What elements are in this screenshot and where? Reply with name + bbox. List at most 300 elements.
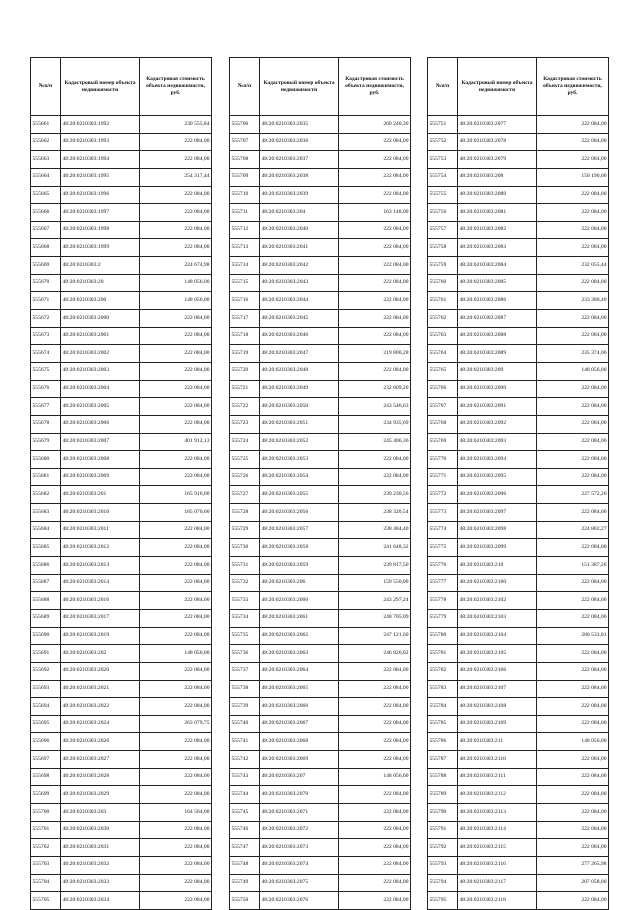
row-number: 555672 — [31, 310, 61, 328]
row-number: 555698 — [31, 768, 61, 786]
row-number: 555762 — [428, 310, 458, 328]
row-number: 555779 — [428, 609, 458, 627]
cadastral-value: 219 800,28 — [339, 345, 411, 363]
table-row — [230, 627, 411, 645]
table-row — [428, 856, 609, 874]
cadastral-value: 222 084,00 — [537, 504, 609, 522]
cadastral-value: 222 084,00 — [339, 874, 411, 892]
table-row — [31, 698, 212, 716]
cadastral-number: 48:20:0210303:2065 — [260, 680, 339, 698]
table-row — [31, 609, 212, 627]
cadastral-value: 222 084,00 — [140, 345, 212, 363]
table-row — [230, 662, 411, 680]
row-number: 555736 — [230, 645, 260, 663]
cadastral-number: 48:20:0210303:2016 — [61, 592, 140, 610]
row-number: 555744 — [230, 786, 260, 804]
cadastral-number: 48:20:0210303:2002 — [61, 345, 140, 363]
cadastral-value: 222 084,00 — [339, 468, 411, 486]
row-number: 555723 — [230, 415, 260, 433]
cadastral-value: 222 084,00 — [140, 751, 212, 769]
cadastral-value: 222 084,00 — [537, 839, 609, 857]
table-row — [428, 433, 609, 451]
cadastral-value: 222 084,00 — [339, 362, 411, 380]
table-row — [31, 362, 212, 380]
cadastral-value: 222 084,00 — [339, 151, 411, 169]
cadastral-number: 48:20:0210303:2118 — [458, 892, 537, 910]
row-number: 555692 — [31, 662, 61, 680]
row-number: 555792 — [428, 839, 458, 857]
table-row — [230, 574, 411, 592]
table-row — [230, 451, 411, 469]
row-number: 555763 — [428, 327, 458, 345]
cadastral-value: 222 084,00 — [339, 821, 411, 839]
cadastral-number: 48:20:0210303:2020 — [61, 662, 140, 680]
cadastral-number: 48:20:0210303:2031 — [61, 839, 140, 857]
cadastral-number: 48:20:0210303:2054 — [260, 468, 339, 486]
cadastral-number: 48:20:0210303:2004 — [61, 380, 140, 398]
row-number: 555731 — [230, 557, 260, 575]
row-number: 555680 — [31, 451, 61, 469]
cadastral-number: 48:20:0210303:2024 — [61, 715, 140, 733]
table-row — [428, 892, 609, 910]
row-number: 555696 — [31, 733, 61, 751]
row-number: 555700 — [31, 803, 61, 821]
table-row — [428, 821, 609, 839]
row-number: 555729 — [230, 521, 260, 539]
cadastral-number: 48:20:0210303:1993 — [61, 133, 140, 151]
cadastral-value: 222 084,00 — [140, 310, 212, 328]
cadastral-number: 48:20:0210303:2117 — [458, 874, 537, 892]
row-number: 555761 — [428, 292, 458, 310]
row-number: 555764 — [428, 345, 458, 363]
table-row — [428, 698, 609, 716]
row-number: 555706 — [230, 116, 260, 134]
row-number: 555768 — [428, 415, 458, 433]
cadastral-value: 148 056,00 — [537, 362, 609, 380]
cadastral-value: 280 533,01 — [537, 627, 609, 645]
table-row — [230, 310, 411, 328]
row-number: 555784 — [428, 698, 458, 716]
table-row — [428, 186, 609, 204]
cadastral-value: 222 084,00 — [140, 557, 212, 575]
cadastral-number: 48:20:0210303:2007 — [61, 433, 140, 451]
cadastral-value: 222 084,00 — [339, 786, 411, 804]
cadastral-number: 48:20:0210303:2096 — [458, 486, 537, 504]
cadastral-value: 247 121,60 — [339, 627, 411, 645]
row-number: 555701 — [31, 821, 61, 839]
cadastral-value: 222 084,00 — [537, 574, 609, 592]
cadastral-number: 48:20:0210303:2082 — [458, 221, 537, 239]
cadastral-number: 48:20:0210303:2050 — [260, 398, 339, 416]
table-row — [31, 292, 212, 310]
row-number: 555671 — [31, 292, 61, 310]
row-number: 555707 — [230, 133, 260, 151]
cadastral-number: 48:20:0210303:2060 — [260, 592, 339, 610]
row-number: 555727 — [230, 486, 260, 504]
table-row — [230, 521, 411, 539]
cadastral-number: 48:20:0210303:2083 — [458, 239, 537, 257]
cadastral-value: 234 935,69 — [339, 415, 411, 433]
table-row — [230, 116, 411, 134]
row-number: 555783 — [428, 680, 458, 698]
cadastral-value: 150 190,00 — [537, 168, 609, 186]
cadastral-number: 48:20:0210303:2045 — [260, 310, 339, 328]
table-row — [428, 362, 609, 380]
cadastral-value: 222 084,00 — [537, 310, 609, 328]
table-row — [428, 609, 609, 627]
table-row — [428, 751, 609, 769]
cadastral-value: 222 084,00 — [339, 292, 411, 310]
table-row — [31, 662, 212, 680]
cadastral-number: 48:20:0210303:2103 — [458, 609, 537, 627]
row-number: 555756 — [428, 204, 458, 222]
cadastral-number: 48:20:0210303:2075 — [260, 874, 339, 892]
cadastral-value: 222 084,00 — [537, 415, 609, 433]
table-row — [230, 274, 411, 292]
cadastral-value: 222 084,00 — [140, 539, 212, 557]
table-row — [428, 592, 609, 610]
table-row — [31, 786, 212, 804]
header-number: №п/п — [230, 58, 260, 116]
cadastral-value: 222 084,00 — [537, 380, 609, 398]
cadastral-value: 222 084,00 — [140, 327, 212, 345]
table-row — [230, 433, 411, 451]
cadastral-number: 48:20:0210303:2009 — [61, 468, 140, 486]
table-row — [31, 116, 212, 134]
table-row — [230, 151, 411, 169]
table-row — [230, 504, 411, 522]
row-number: 555774 — [428, 521, 458, 539]
cadastral-number: 48:20:0210303:2087 — [458, 310, 537, 328]
row-number: 555667 — [31, 221, 61, 239]
row-number: 555773 — [428, 504, 458, 522]
cadastral-value: 222 084,00 — [140, 451, 212, 469]
table-row — [428, 557, 609, 575]
cadastral-value: 222 084,00 — [140, 468, 212, 486]
row-number: 555770 — [428, 451, 458, 469]
table-row — [428, 874, 609, 892]
cadastral-value: 222 084,00 — [140, 186, 212, 204]
cadastral-number: 48:20:0210303:2110 — [458, 751, 537, 769]
cadastral-number: 48:20:0210303:2022 — [61, 698, 140, 716]
cadastral-number: 48:20:0210303:2032 — [61, 856, 140, 874]
table-row — [428, 239, 609, 257]
cadastral-value: 233 380,40 — [537, 292, 609, 310]
row-number: 555690 — [31, 627, 61, 645]
cadastral-number: 48:20:0210303:2078 — [458, 133, 537, 151]
cadastral-number: 48:20:0210303:2104 — [458, 627, 537, 645]
cadastral-number: 48:20:0210303:2062 — [260, 627, 339, 645]
row-number: 555666 — [31, 204, 61, 222]
table-row — [31, 521, 212, 539]
cadastral-number: 48:20:0210303:2116 — [458, 856, 537, 874]
row-number: 555679 — [31, 433, 61, 451]
cadastral-value: 148 056,00 — [537, 733, 609, 751]
cadastral-number: 48:20:0210303:2114 — [458, 821, 537, 839]
cadastral-number: 48:20:0210303:2047 — [260, 345, 339, 363]
table-row — [428, 715, 609, 733]
cadastral-number: 48:20:0210303:2055 — [260, 486, 339, 504]
table-row — [31, 274, 212, 292]
table-row — [428, 451, 609, 469]
row-number: 555693 — [31, 680, 61, 698]
cadastral-value: 222 084,00 — [140, 662, 212, 680]
row-number: 555789 — [428, 786, 458, 804]
cadastral-value: 222 084,00 — [537, 698, 609, 716]
cadastral-number: 48:20:0210303:2001 — [61, 327, 140, 345]
row-number: 555703 — [31, 856, 61, 874]
cadastral-number: 48:20:0210303:2037 — [260, 151, 339, 169]
row-number: 555745 — [230, 803, 260, 821]
row-number: 555705 — [31, 892, 61, 910]
table-row — [230, 204, 411, 222]
table-row — [428, 627, 609, 645]
cadastral-number: 48:20:0210303:202 — [61, 645, 140, 663]
table-row — [428, 539, 609, 557]
cadastral-value: 222 084,00 — [537, 204, 609, 222]
cadastral-number: 48:20:0210303:2079 — [458, 151, 537, 169]
table-row — [428, 398, 609, 416]
cadastral-number: 48:20:0210303:2086 — [458, 292, 537, 310]
cadastral-value: 222 084,00 — [140, 204, 212, 222]
cadastral-number: 48:20:0210303:2000 — [61, 310, 140, 328]
cadastral-number: 48:20:0210303:2097 — [458, 504, 537, 522]
cadastral-number: 48:20:0210303:2061 — [260, 609, 339, 627]
cadastral-value: 222 084,00 — [537, 327, 609, 345]
row-number: 555759 — [428, 257, 458, 275]
table-row — [31, 892, 212, 910]
header-number: №п/п — [31, 58, 61, 116]
cadastral-number: 48:20:0210303:2041 — [260, 239, 339, 257]
cadastral-value: 222 084,00 — [140, 239, 212, 257]
table-row — [230, 327, 411, 345]
header-row — [428, 58, 609, 116]
cadastral-value: 222 084,00 — [537, 468, 609, 486]
cadastral-value: 222 084,00 — [537, 715, 609, 733]
table-row — [230, 856, 411, 874]
cadastral-value: 222 084,00 — [537, 398, 609, 416]
row-number: 555695 — [31, 715, 61, 733]
table-row — [230, 892, 411, 910]
cadastral-value: 246 826,02 — [339, 645, 411, 663]
row-number: 555717 — [230, 310, 260, 328]
cadastral-number: 48:20:0210303:2076 — [260, 892, 339, 910]
row-number: 555665 — [31, 186, 61, 204]
row-number: 555758 — [428, 239, 458, 257]
cadastral-value: 148 056,00 — [140, 292, 212, 310]
row-number: 555782 — [428, 662, 458, 680]
row-number: 555676 — [31, 380, 61, 398]
row-number: 555694 — [31, 698, 61, 716]
row-number: 555788 — [428, 768, 458, 786]
table-row — [31, 415, 212, 433]
cadastral-value: 222 084,00 — [140, 874, 212, 892]
table-row — [230, 645, 411, 663]
cadastral-value: 222 084,00 — [537, 451, 609, 469]
cadastral-value: 222 084,00 — [537, 151, 609, 169]
cadastral-number: 48:20:0210303:211 — [458, 733, 537, 751]
cadastral-value: 222 084,00 — [339, 662, 411, 680]
cadastral-value: 222 084,00 — [339, 733, 411, 751]
cadastral-number: 48:20:0210303:2113 — [458, 803, 537, 821]
row-number: 555725 — [230, 451, 260, 469]
table-row — [428, 662, 609, 680]
cadastral-number: 48:20:0210303:2042 — [260, 257, 339, 275]
row-number: 555726 — [230, 468, 260, 486]
table-row — [230, 186, 411, 204]
cadastral-number: 48:20:0210303:208 — [458, 168, 537, 186]
cadastral-number: 48:20:0210303:1997 — [61, 204, 140, 222]
table-row — [230, 133, 411, 151]
cadastral-value: 222 084,00 — [537, 186, 609, 204]
cadastral-number: 48:20:0210303:2098 — [458, 521, 537, 539]
cadastral-number: 48:20:0210303:2026 — [61, 733, 140, 751]
cadastral-value: 263 079,75 — [140, 715, 212, 733]
table-row — [428, 786, 609, 804]
table-row — [230, 733, 411, 751]
table-row — [428, 292, 609, 310]
cadastral-number: 48:20:0210303:2011 — [61, 521, 140, 539]
cadastral-number: 48:20:0210303:1999 — [61, 239, 140, 257]
row-number: 555719 — [230, 345, 260, 363]
row-number: 555730 — [230, 539, 260, 557]
row-number: 555791 — [428, 821, 458, 839]
cadastral-value: 148 056,00 — [140, 274, 212, 292]
row-number: 555691 — [31, 645, 61, 663]
cadastral-value: 222 084,00 — [339, 133, 411, 151]
table-row — [428, 257, 609, 275]
cadastral-number: 48:20:0210303:2038 — [260, 168, 339, 186]
table-row — [31, 839, 212, 857]
table-row — [428, 116, 609, 134]
cadastral-value: 232 609,20 — [339, 380, 411, 398]
cadastral-number: 48:20:0210303:1996 — [61, 186, 140, 204]
table-row — [31, 345, 212, 363]
cadastral-value: 222 084,00 — [140, 892, 212, 910]
cadastral-value: 222 084,00 — [339, 451, 411, 469]
table-row — [428, 310, 609, 328]
cadastral-value: 222 084,00 — [537, 803, 609, 821]
row-number: 555765 — [428, 362, 458, 380]
cadastral-value: 222 084,00 — [140, 839, 212, 857]
row-number: 555713 — [230, 239, 260, 257]
cadastral-value: 222 084,00 — [339, 751, 411, 769]
cadastral-value: 222 084,00 — [537, 274, 609, 292]
cadastral-number: 48:20:0210303:2034 — [61, 892, 140, 910]
cadastral-value: 222 084,00 — [537, 821, 609, 839]
cadastral-value: 222 084,00 — [339, 186, 411, 204]
header-cadastral-number: Кадастровый номер объекта недвижимости — [61, 58, 140, 116]
table-row — [31, 186, 212, 204]
cadastral-value: 260 240,30 — [339, 116, 411, 134]
cadastral-value: 222 084,00 — [537, 239, 609, 257]
table-row — [230, 221, 411, 239]
cadastral-value: 222 084,00 — [140, 362, 212, 380]
table-row — [230, 292, 411, 310]
row-number: 555733 — [230, 592, 260, 610]
cadastral-value: 222 084,00 — [140, 733, 212, 751]
table-row — [230, 257, 411, 275]
cadastral-value: 222 084,00 — [140, 415, 212, 433]
cadastral-number: 48:20:0210303:2094 — [458, 451, 537, 469]
row-number: 555753 — [428, 151, 458, 169]
cadastral-number: 48:20:0210303:2070 — [260, 786, 339, 804]
row-number: 555683 — [31, 504, 61, 522]
cadastral-value: 243 297,24 — [339, 592, 411, 610]
cadastral-value: 222 084,00 — [339, 274, 411, 292]
row-number: 555740 — [230, 715, 260, 733]
cadastral-number: 48:20:0210303:2095 — [458, 468, 537, 486]
cadastral-number: 48:20:0210303:2021 — [61, 680, 140, 698]
row-number: 555743 — [230, 768, 260, 786]
row-number: 555790 — [428, 803, 458, 821]
row-number: 555766 — [428, 380, 458, 398]
cadastral-number: 48:20:0210303:2051 — [260, 415, 339, 433]
cadastral-number: 48:20:0210303:2053 — [260, 451, 339, 469]
cadastral-value: 222 084,00 — [140, 592, 212, 610]
row-number: 555662 — [31, 133, 61, 151]
table-row — [230, 839, 411, 857]
cadastral-value: 222 084,00 — [140, 221, 212, 239]
cadastral-value: 277 265,98 — [537, 856, 609, 874]
table-row — [31, 733, 212, 751]
table-row — [428, 486, 609, 504]
table-row — [428, 415, 609, 433]
table-row — [230, 715, 411, 733]
cadastral-value: 241 648,32 — [339, 539, 411, 557]
row-number: 555757 — [428, 221, 458, 239]
table-row — [230, 362, 411, 380]
cadastral-number: 48:20:0210303:2063 — [260, 645, 339, 663]
cadastral-number: 48:20:0210303:2036 — [260, 133, 339, 151]
cadastral-number: 48:20:0210303:2059 — [260, 557, 339, 575]
row-number: 555689 — [31, 609, 61, 627]
row-number: 555787 — [428, 751, 458, 769]
row-number: 555751 — [428, 116, 458, 134]
table-row — [428, 133, 609, 151]
table-row — [31, 468, 212, 486]
cadastral-value: 222 084,00 — [339, 680, 411, 698]
cadastral-number: 48:20:0210303:2003 — [61, 362, 140, 380]
cadastral-value: 222 084,00 — [339, 892, 411, 910]
table-row — [230, 398, 411, 416]
cadastral-number: 48:20:0210303:2073 — [260, 839, 339, 857]
table-row — [428, 803, 609, 821]
cadastral-number: 48:20:0210303:1992 — [61, 116, 140, 134]
cadastral-number: 48:20:0210303:2080 — [458, 186, 537, 204]
cadastral-number: 48:20:0210303:2107 — [458, 680, 537, 698]
cadastral-value: 238 484,40 — [339, 521, 411, 539]
cadastral-number: 48:20:0210303:2090 — [458, 380, 537, 398]
cadastral-value: 222 084,00 — [537, 116, 609, 134]
table-row — [31, 327, 212, 345]
cadastral-number: 48:20:0210303:2010 — [61, 504, 140, 522]
table-row — [230, 698, 411, 716]
table-row — [31, 803, 212, 821]
cadastral-number: 48:20:0210303:209 — [458, 362, 537, 380]
row-number: 555746 — [230, 821, 260, 839]
cadastral-number: 48:20:0210303:2013 — [61, 557, 140, 575]
cadastral-value: 222 084,00 — [339, 327, 411, 345]
cadastral-number: 48:20:0210303:203 — [61, 803, 140, 821]
table-row — [230, 768, 411, 786]
row-number: 555772 — [428, 486, 458, 504]
cadastral-number: 48:20:0210303:2 — [61, 257, 140, 275]
cadastral-number: 48:20:0210303:2019 — [61, 627, 140, 645]
cadastral-number: 48:20:0210303:2100 — [458, 574, 537, 592]
cadastral-number: 48:20:0210303:206 — [260, 574, 339, 592]
table-row — [31, 380, 212, 398]
